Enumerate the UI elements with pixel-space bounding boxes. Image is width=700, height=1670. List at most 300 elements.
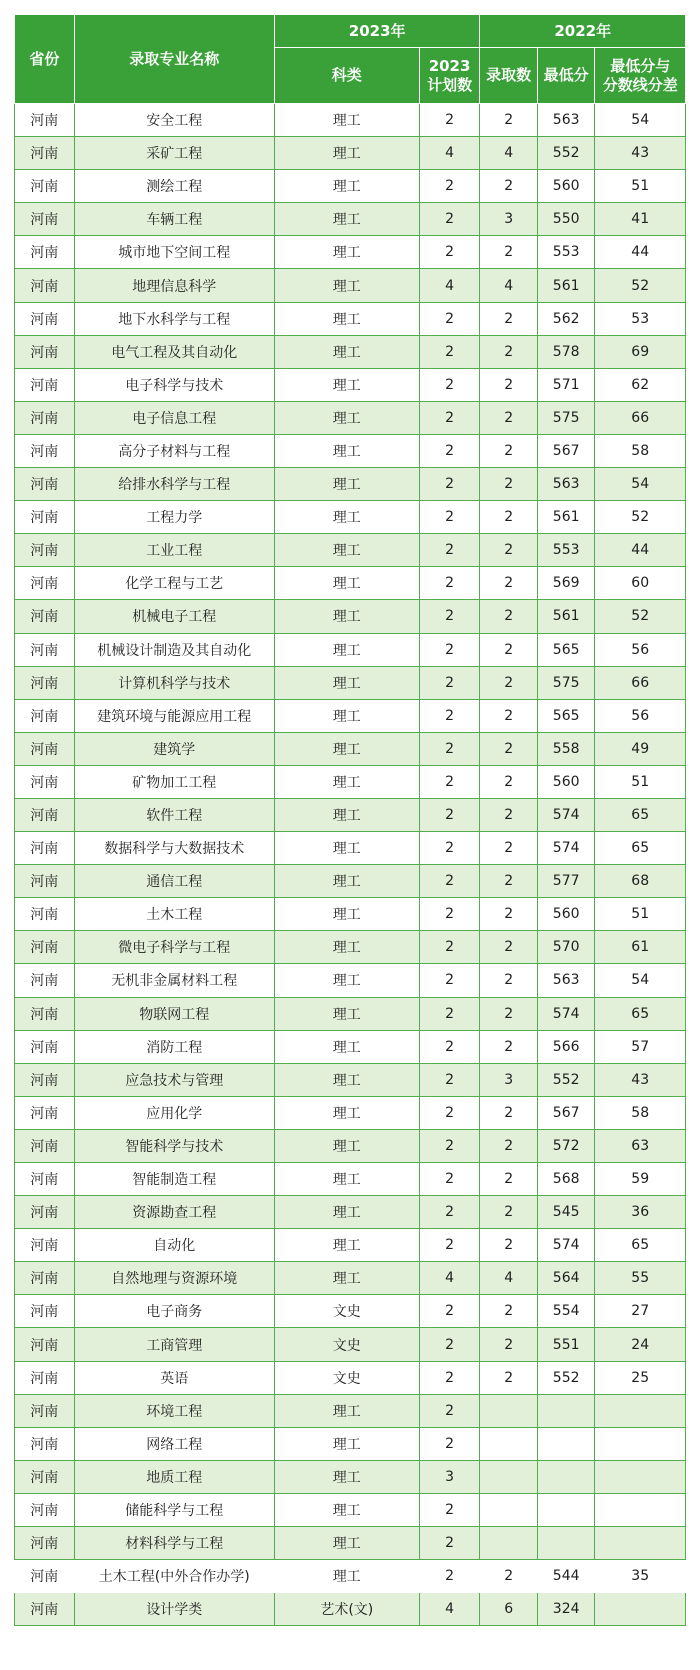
cell-min-score-2022: 567	[537, 434, 595, 467]
cell-category: 艺术(文)	[274, 1593, 419, 1626]
cell-admitted-2022: 2	[480, 1163, 538, 1196]
cell-admitted-2022: 2	[480, 997, 538, 1030]
cell-plan-2023: 2	[419, 865, 480, 898]
cell-province: 河南	[15, 699, 75, 732]
cell-score-diff-2022: 57	[595, 1030, 686, 1063]
cell-score-diff-2022: 62	[595, 368, 686, 401]
cell-min-score-2022: 575	[537, 666, 595, 699]
cell-plan-2023: 2	[419, 1427, 480, 1460]
cell-major: 工业工程	[74, 534, 274, 567]
cell-admitted-2022: 2	[480, 302, 538, 335]
cell-admitted-2022: 2	[480, 401, 538, 434]
table-row	[15, 567, 686, 600]
cell-major: 智能科学与技术	[74, 1129, 274, 1162]
cell-score-diff-2022: 55	[595, 1262, 686, 1295]
cell-admitted-2022: 2	[480, 1328, 538, 1361]
cell-major: 安全工程	[74, 104, 274, 137]
cell-score-diff-2022: 58	[595, 434, 686, 467]
cell-province: 河南	[15, 1593, 75, 1626]
header-year-2022: 2022年	[480, 15, 686, 48]
cell-plan-2023: 2	[419, 832, 480, 865]
cell-major: 土木工程	[74, 898, 274, 931]
cell-score-diff-2022: 35	[595, 1560, 686, 1593]
cell-plan-2023: 2	[419, 1295, 480, 1328]
cell-province: 河南	[15, 765, 75, 798]
cell-plan-2023: 2	[419, 1096, 480, 1129]
cell-admitted-2022: 2	[480, 633, 538, 666]
cell-admitted-2022: 2	[480, 1361, 538, 1394]
cell-score-diff-2022: 58	[595, 1096, 686, 1129]
cell-min-score-2022: 551	[537, 1328, 595, 1361]
cell-category: 理工	[274, 567, 419, 600]
cell-plan-2023: 2	[419, 203, 480, 236]
cell-plan-2023: 2	[419, 1493, 480, 1526]
header-plan-2023-line1: 2023	[428, 56, 471, 75]
cell-plan-2023: 2	[419, 1527, 480, 1560]
cell-province: 河南	[15, 1427, 75, 1460]
cell-admitted-2022: 2	[480, 368, 538, 401]
cell-category: 理工	[274, 1063, 419, 1096]
cell-plan-2023: 2	[419, 1328, 480, 1361]
cell-province: 河南	[15, 865, 75, 898]
cell-major: 建筑学	[74, 732, 274, 765]
cell-plan-2023: 2	[419, 666, 480, 699]
cell-major: 计算机科学与技术	[74, 666, 274, 699]
cell-score-diff-2022: 25	[595, 1361, 686, 1394]
cell-plan-2023: 2	[419, 1196, 480, 1229]
cell-plan-2023: 2	[419, 633, 480, 666]
cell-province: 河南	[15, 170, 75, 203]
cell-category: 理工	[274, 1560, 419, 1593]
cell-major: 智能制造工程	[74, 1163, 274, 1196]
table-row	[15, 534, 686, 567]
cell-category: 理工	[274, 1129, 419, 1162]
cell-admitted-2022	[480, 1394, 538, 1427]
cell-admitted-2022: 2	[480, 732, 538, 765]
cell-plan-2023: 2	[419, 898, 480, 931]
cell-min-score-2022: 561	[537, 269, 595, 302]
cell-province: 河南	[15, 1394, 75, 1427]
cell-major: 机械设计制造及其自动化	[74, 633, 274, 666]
cell-admitted-2022: 2	[480, 699, 538, 732]
cell-plan-2023: 2	[419, 964, 480, 997]
cell-major: 微电子科学与工程	[74, 931, 274, 964]
cell-category: 理工	[274, 434, 419, 467]
cell-admitted-2022: 2	[480, 600, 538, 633]
cell-major: 通信工程	[74, 865, 274, 898]
table-row	[15, 1427, 686, 1460]
table-row	[15, 865, 686, 898]
cell-score-diff-2022: 65	[595, 832, 686, 865]
cell-category: 理工	[274, 335, 419, 368]
cell-score-diff-2022: 54	[595, 468, 686, 501]
cell-min-score-2022: 566	[537, 1030, 595, 1063]
admission-table-container	[14, 14, 686, 1626]
cell-admitted-2022: 2	[480, 1560, 538, 1593]
cell-admitted-2022: 2	[480, 1129, 538, 1162]
cell-admitted-2022: 4	[480, 137, 538, 170]
table-row	[15, 898, 686, 931]
table-row	[15, 931, 686, 964]
cell-score-diff-2022	[595, 1493, 686, 1526]
table-row	[15, 1460, 686, 1493]
table-row	[15, 501, 686, 534]
cell-province: 河南	[15, 1295, 75, 1328]
cell-admitted-2022: 2	[480, 104, 538, 137]
header-category: 科类	[274, 48, 419, 104]
cell-province: 河南	[15, 798, 75, 831]
cell-plan-2023: 2	[419, 997, 480, 1030]
cell-min-score-2022: 563	[537, 964, 595, 997]
cell-score-diff-2022: 59	[595, 1163, 686, 1196]
cell-plan-2023: 2	[419, 335, 480, 368]
cell-major: 车辆工程	[74, 203, 274, 236]
cell-score-diff-2022: 54	[595, 964, 686, 997]
table-row	[15, 434, 686, 467]
cell-min-score-2022: 561	[537, 600, 595, 633]
cell-province: 河南	[15, 600, 75, 633]
cell-category: 文史	[274, 1295, 419, 1328]
cell-admitted-2022: 6	[480, 1593, 538, 1626]
cell-min-score-2022: 572	[537, 1129, 595, 1162]
cell-major: 给排水科学与工程	[74, 468, 274, 501]
cell-min-score-2022: 558	[537, 732, 595, 765]
cell-min-score-2022: 564	[537, 1262, 595, 1295]
cell-province: 河南	[15, 1460, 75, 1493]
cell-category: 理工	[274, 964, 419, 997]
cell-plan-2023: 2	[419, 368, 480, 401]
cell-admitted-2022	[480, 1427, 538, 1460]
cell-min-score-2022: 565	[537, 699, 595, 732]
cell-admitted-2022: 2	[480, 1196, 538, 1229]
cell-category: 理工	[274, 1394, 419, 1427]
cell-province: 河南	[15, 1030, 75, 1063]
cell-score-diff-2022: 61	[595, 931, 686, 964]
cell-province: 河南	[15, 1129, 75, 1162]
cell-province: 河南	[15, 898, 75, 931]
cell-score-diff-2022: 65	[595, 798, 686, 831]
cell-admitted-2022: 2	[480, 468, 538, 501]
table-row	[15, 335, 686, 368]
table-row	[15, 1361, 686, 1394]
cell-admitted-2022: 2	[480, 666, 538, 699]
header-min-score: 最低分	[537, 48, 595, 104]
cell-category: 理工	[274, 699, 419, 732]
cell-min-score-2022: 544	[537, 1560, 595, 1593]
cell-major: 资源勘查工程	[74, 1196, 274, 1229]
cell-province: 河南	[15, 1063, 75, 1096]
cell-plan-2023: 2	[419, 1560, 480, 1593]
cell-min-score-2022: 324	[537, 1593, 595, 1626]
cell-category: 理工	[274, 1427, 419, 1460]
cell-min-score-2022: 574	[537, 798, 595, 831]
cell-province: 河南	[15, 964, 75, 997]
cell-province: 河南	[15, 236, 75, 269]
cell-major: 电子科学与技术	[74, 368, 274, 401]
cell-province: 河南	[15, 335, 75, 368]
cell-category: 理工	[274, 1096, 419, 1129]
cell-category: 理工	[274, 302, 419, 335]
cell-category: 理工	[274, 1030, 419, 1063]
cell-plan-2023: 3	[419, 1460, 480, 1493]
cell-admitted-2022: 2	[480, 832, 538, 865]
cell-category: 理工	[274, 104, 419, 137]
cell-province: 河南	[15, 1361, 75, 1394]
cell-min-score-2022: 552	[537, 137, 595, 170]
cell-province: 河南	[15, 1229, 75, 1262]
cell-plan-2023: 4	[419, 137, 480, 170]
cell-major: 工程力学	[74, 501, 274, 534]
cell-province: 河南	[15, 434, 75, 467]
cell-major: 地质工程	[74, 1460, 274, 1493]
cell-min-score-2022: 575	[537, 401, 595, 434]
cell-province: 河南	[15, 501, 75, 534]
cell-admitted-2022: 2	[480, 501, 538, 534]
cell-score-diff-2022: 52	[595, 269, 686, 302]
cell-admitted-2022	[480, 1460, 538, 1493]
cell-min-score-2022: 560	[537, 170, 595, 203]
cell-admitted-2022: 2	[480, 798, 538, 831]
cell-category: 理工	[274, 203, 419, 236]
header-plan-2023	[419, 48, 480, 104]
table-row	[15, 964, 686, 997]
table-row	[15, 269, 686, 302]
table-row	[15, 368, 686, 401]
cell-score-diff-2022: 24	[595, 1328, 686, 1361]
table-row	[15, 1394, 686, 1427]
table-row	[15, 765, 686, 798]
cell-major: 消防工程	[74, 1030, 274, 1063]
cell-min-score-2022: 567	[537, 1096, 595, 1129]
table-row	[15, 1030, 686, 1063]
cell-plan-2023: 2	[419, 732, 480, 765]
cell-province: 河南	[15, 931, 75, 964]
cell-province: 河南	[15, 633, 75, 666]
cell-major: 数据科学与大数据技术	[74, 832, 274, 865]
cell-category: 理工	[274, 1229, 419, 1262]
cell-score-diff-2022: 68	[595, 865, 686, 898]
cell-score-diff-2022	[595, 1460, 686, 1493]
cell-min-score-2022	[537, 1527, 595, 1560]
cell-min-score-2022: 563	[537, 468, 595, 501]
cell-province: 河南	[15, 666, 75, 699]
cell-score-diff-2022: 51	[595, 765, 686, 798]
cell-plan-2023: 2	[419, 1229, 480, 1262]
header-score-diff-line2: 分数线分差	[602, 75, 678, 94]
cell-min-score-2022: 550	[537, 203, 595, 236]
cell-score-diff-2022: 44	[595, 236, 686, 269]
cell-plan-2023: 2	[419, 931, 480, 964]
cell-category: 理工	[274, 137, 419, 170]
cell-category: 理工	[274, 269, 419, 302]
cell-score-diff-2022: 56	[595, 699, 686, 732]
cell-province: 河南	[15, 468, 75, 501]
cell-category: 理工	[274, 1460, 419, 1493]
cell-plan-2023: 2	[419, 1063, 480, 1096]
cell-admitted-2022: 2	[480, 236, 538, 269]
table-row	[15, 633, 686, 666]
table-row	[15, 1295, 686, 1328]
table-row	[15, 1129, 686, 1162]
cell-plan-2023: 2	[419, 104, 480, 137]
cell-min-score-2022	[537, 1394, 595, 1427]
cell-score-diff-2022: 51	[595, 170, 686, 203]
cell-major: 无机非金属材料工程	[74, 964, 274, 997]
table-row	[15, 832, 686, 865]
cell-admitted-2022: 2	[480, 898, 538, 931]
cell-category: 理工	[274, 865, 419, 898]
cell-major: 电气工程及其自动化	[74, 335, 274, 368]
table-row	[15, 1229, 686, 1262]
cell-plan-2023: 2	[419, 534, 480, 567]
cell-plan-2023: 2	[419, 1361, 480, 1394]
table-row	[15, 203, 686, 236]
cell-major: 城市地下空间工程	[74, 236, 274, 269]
cell-province: 河南	[15, 1527, 75, 1560]
cell-min-score-2022: 552	[537, 1063, 595, 1096]
cell-major: 采矿工程	[74, 137, 274, 170]
cell-category: 理工	[274, 931, 419, 964]
table-row	[15, 170, 686, 203]
cell-admitted-2022: 2	[480, 865, 538, 898]
cell-major: 环境工程	[74, 1394, 274, 1427]
cell-plan-2023: 4	[419, 269, 480, 302]
header-province: 省份	[15, 15, 75, 104]
cell-plan-2023: 2	[419, 501, 480, 534]
cell-plan-2023: 2	[419, 699, 480, 732]
table-header	[15, 15, 686, 104]
cell-min-score-2022: 571	[537, 368, 595, 401]
cell-admitted-2022: 2	[480, 434, 538, 467]
cell-admitted-2022: 4	[480, 1262, 538, 1295]
table-row	[15, 1560, 686, 1593]
cell-major: 矿物加工工程	[74, 765, 274, 798]
table-row	[15, 401, 686, 434]
cell-score-diff-2022	[595, 1394, 686, 1427]
cell-plan-2023: 2	[419, 236, 480, 269]
cell-province: 河南	[15, 1328, 75, 1361]
cell-category: 文史	[274, 1361, 419, 1394]
cell-province: 河南	[15, 137, 75, 170]
cell-province: 河南	[15, 104, 75, 137]
table-row	[15, 732, 686, 765]
cell-admitted-2022: 3	[480, 203, 538, 236]
cell-category: 理工	[274, 1163, 419, 1196]
cell-major: 设计学类	[74, 1593, 274, 1626]
cell-score-diff-2022: 66	[595, 401, 686, 434]
cell-category: 理工	[274, 170, 419, 203]
cell-category: 文史	[274, 1328, 419, 1361]
cell-min-score-2022: 563	[537, 104, 595, 137]
table-row	[15, 1063, 686, 1096]
cell-admitted-2022: 2	[480, 765, 538, 798]
cell-score-diff-2022	[595, 1593, 686, 1626]
cell-category: 理工	[274, 534, 419, 567]
cell-province: 河南	[15, 1493, 75, 1526]
cell-major: 化学工程与工艺	[74, 567, 274, 600]
cell-admitted-2022	[480, 1493, 538, 1526]
cell-score-diff-2022: 49	[595, 732, 686, 765]
cell-score-diff-2022	[595, 1527, 686, 1560]
cell-min-score-2022: 578	[537, 335, 595, 368]
table-row	[15, 1593, 686, 1626]
cell-min-score-2022: 568	[537, 1163, 595, 1196]
cell-score-diff-2022: 52	[595, 501, 686, 534]
cell-major: 应急技术与管理	[74, 1063, 274, 1096]
cell-score-diff-2022: 41	[595, 203, 686, 236]
cell-category: 理工	[274, 633, 419, 666]
cell-score-diff-2022: 65	[595, 1229, 686, 1262]
cell-admitted-2022: 2	[480, 534, 538, 567]
cell-plan-2023: 4	[419, 1262, 480, 1295]
cell-category: 理工	[274, 1196, 419, 1229]
cell-major: 土木工程(中外合作办学)	[74, 1560, 274, 1593]
cell-min-score-2022: 565	[537, 633, 595, 666]
cell-plan-2023: 2	[419, 567, 480, 600]
cell-province: 河南	[15, 1096, 75, 1129]
header-year-2023: 2023年	[274, 15, 480, 48]
cell-plan-2023: 2	[419, 600, 480, 633]
cell-plan-2023: 2	[419, 1030, 480, 1063]
table-row	[15, 1096, 686, 1129]
cell-admitted-2022: 2	[480, 1030, 538, 1063]
cell-min-score-2022: 570	[537, 931, 595, 964]
cell-admitted-2022: 2	[480, 335, 538, 368]
cell-min-score-2022: 574	[537, 832, 595, 865]
cell-score-diff-2022: 60	[595, 567, 686, 600]
table-row	[15, 104, 686, 137]
cell-plan-2023: 2	[419, 1394, 480, 1427]
cell-province: 河南	[15, 203, 75, 236]
cell-admitted-2022: 2	[480, 567, 538, 600]
cell-category: 理工	[274, 732, 419, 765]
cell-category: 理工	[274, 401, 419, 434]
cell-admitted-2022: 3	[480, 1063, 538, 1096]
cell-plan-2023: 2	[419, 401, 480, 434]
cell-category: 理工	[274, 468, 419, 501]
cell-plan-2023: 2	[419, 170, 480, 203]
cell-category: 理工	[274, 368, 419, 401]
cell-min-score-2022: 561	[537, 501, 595, 534]
table-row	[15, 997, 686, 1030]
cell-major: 地下水科学与工程	[74, 302, 274, 335]
cell-major: 自动化	[74, 1229, 274, 1262]
table-row	[15, 137, 686, 170]
cell-major: 机械电子工程	[74, 600, 274, 633]
table-row	[15, 1196, 686, 1229]
cell-admitted-2022: 2	[480, 1295, 538, 1328]
table-body	[15, 104, 686, 1626]
cell-admitted-2022: 2	[480, 964, 538, 997]
cell-score-diff-2022: 43	[595, 137, 686, 170]
cell-score-diff-2022: 44	[595, 534, 686, 567]
cell-plan-2023: 2	[419, 302, 480, 335]
cell-score-diff-2022: 51	[595, 898, 686, 931]
table-row	[15, 1262, 686, 1295]
cell-admitted-2022: 2	[480, 931, 538, 964]
cell-score-diff-2022: 63	[595, 1129, 686, 1162]
cell-category: 理工	[274, 236, 419, 269]
cell-major: 物联网工程	[74, 997, 274, 1030]
cell-admitted-2022: 4	[480, 269, 538, 302]
cell-min-score-2022: 560	[537, 765, 595, 798]
cell-category: 理工	[274, 1493, 419, 1526]
cell-major: 应用化学	[74, 1096, 274, 1129]
cell-min-score-2022	[537, 1493, 595, 1526]
cell-score-diff-2022: 54	[595, 104, 686, 137]
cell-score-diff-2022: 53	[595, 302, 686, 335]
cell-score-diff-2022: 43	[595, 1063, 686, 1096]
